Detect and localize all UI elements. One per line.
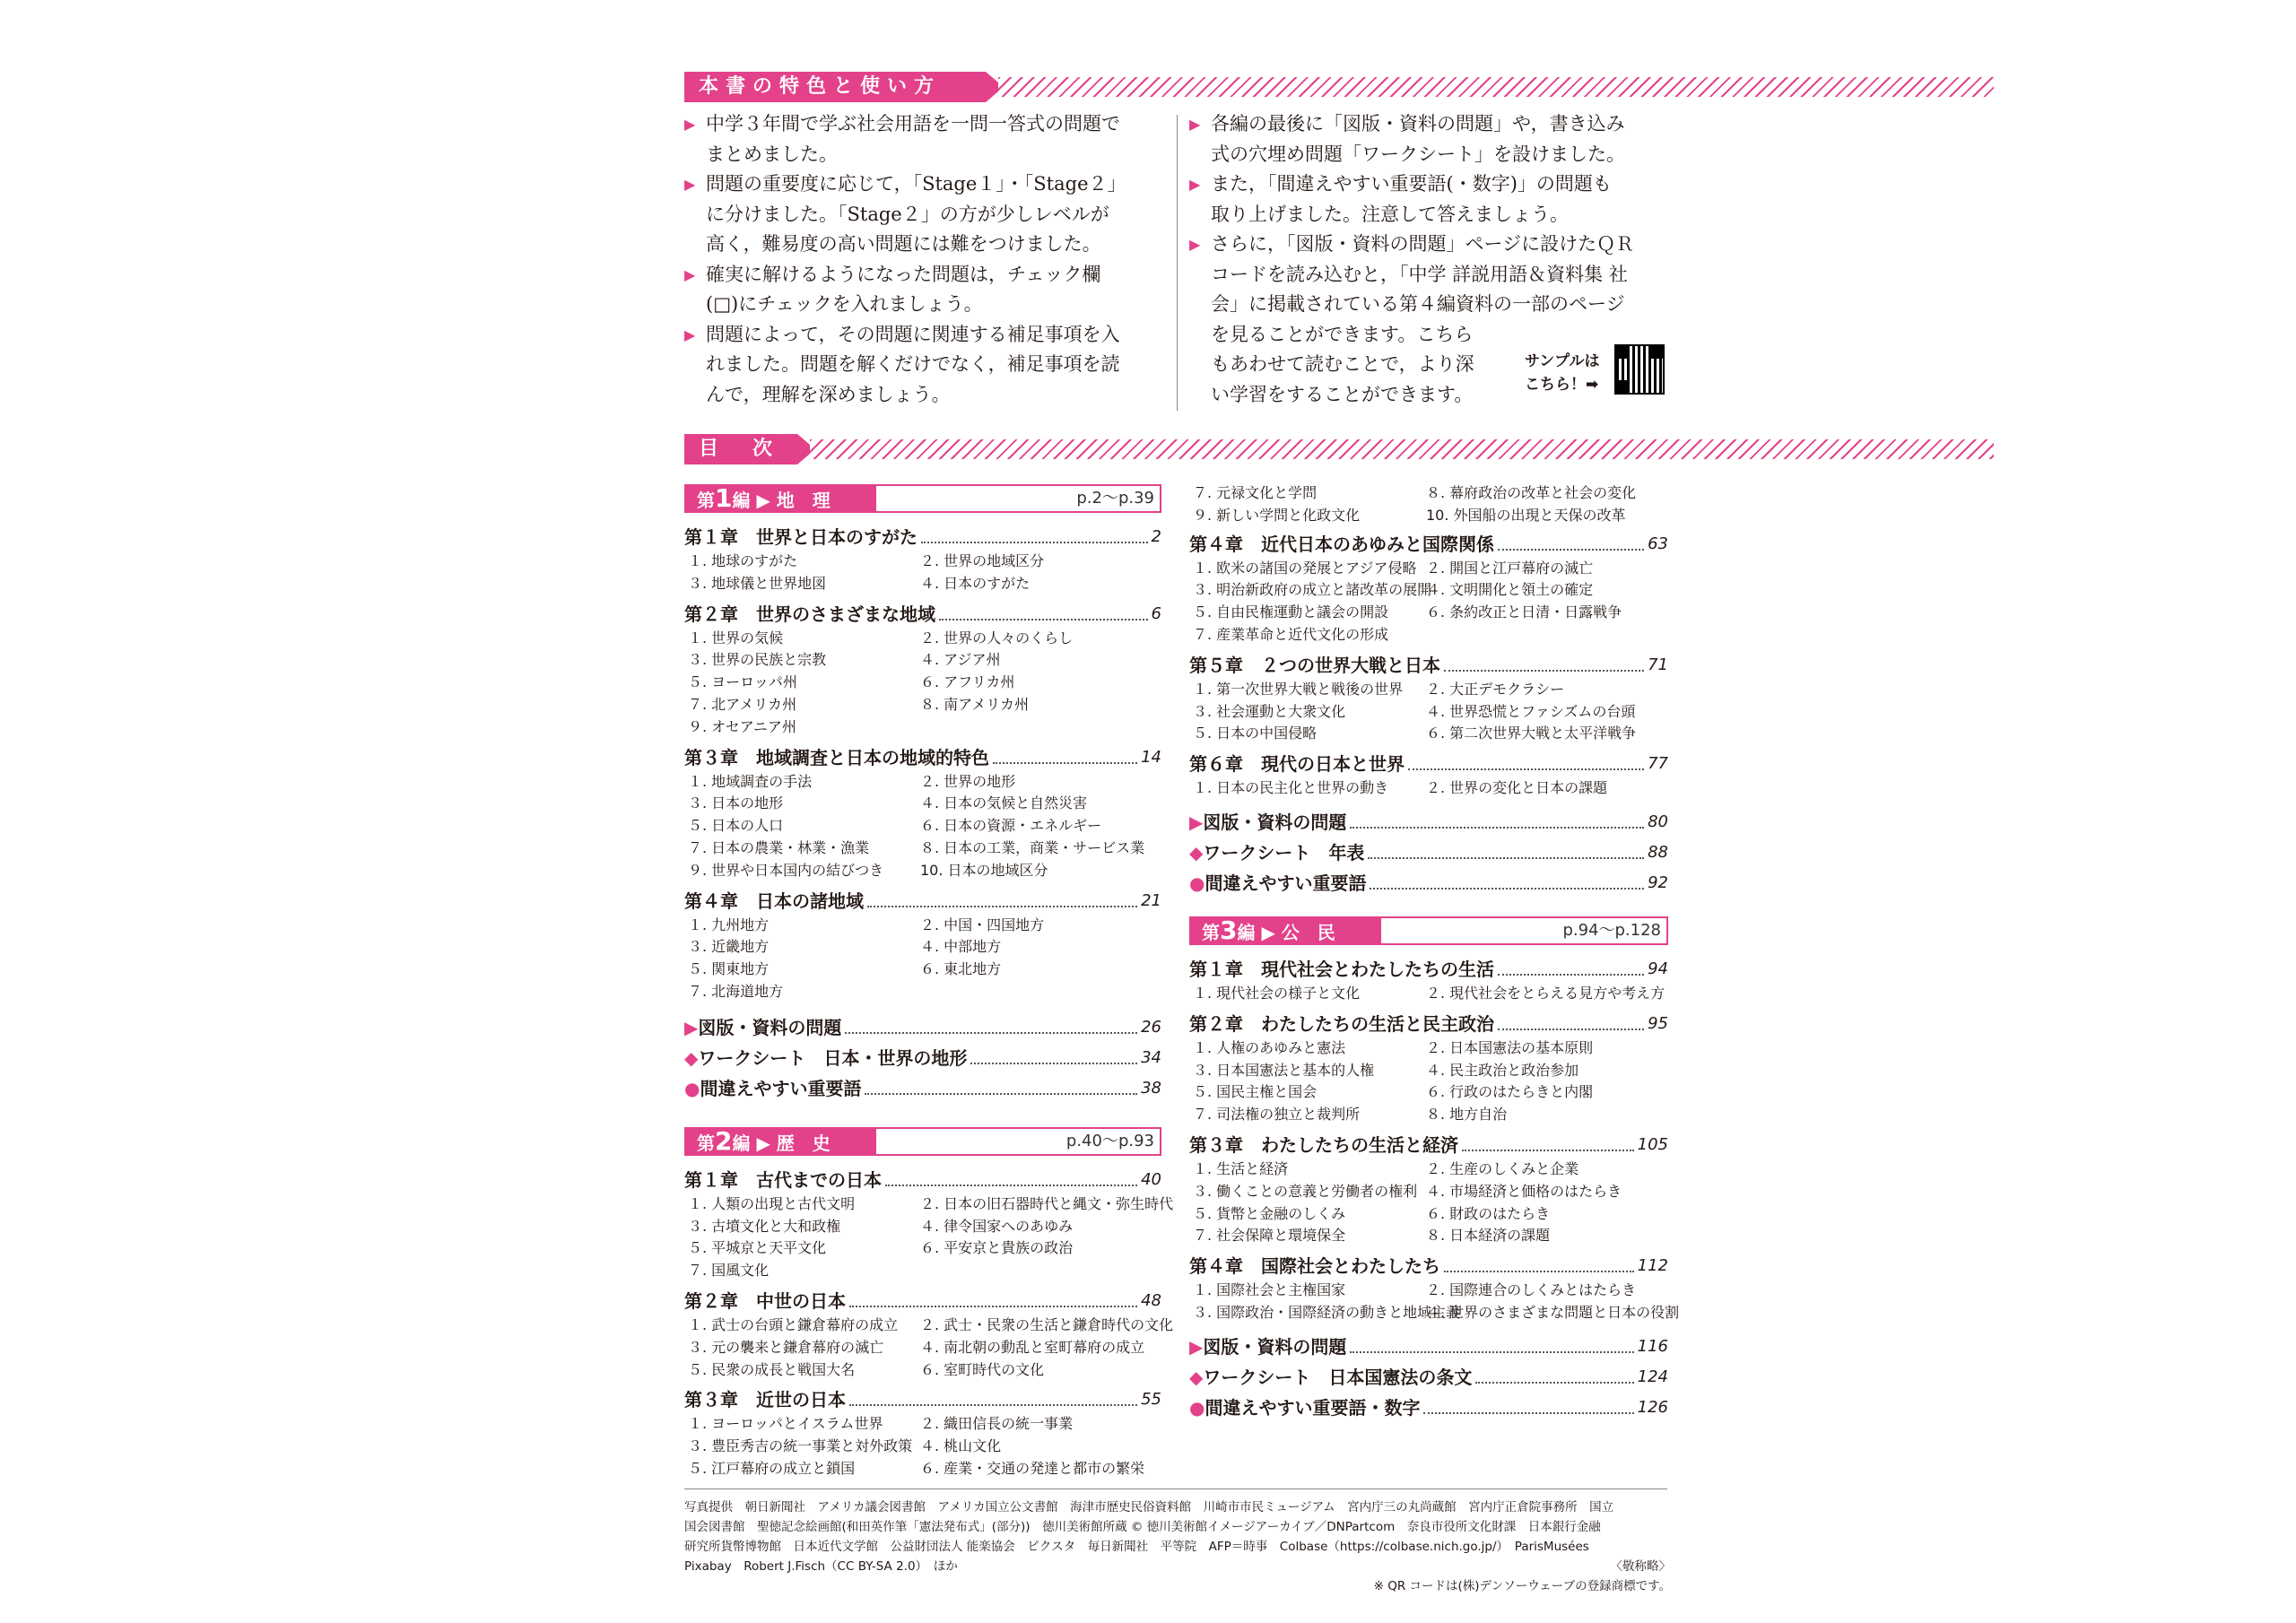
chapter-item[interactable]: ６. 東北地方 — [920, 960, 1002, 978]
leader-dots — [1462, 1150, 1634, 1151]
chapter-item[interactable]: ２. 世界の変化と日本の課題 — [1426, 779, 1608, 797]
special-section[interactable] — [1189, 841, 1668, 864]
feature-line — [684, 140, 1169, 170]
chapter-item[interactable]: ８. 南アメリカ州 — [920, 696, 1030, 713]
chapter-title: 第６章 現代の日本と世界 — [1189, 753, 1405, 776]
special-mark-icon: ◆ — [1189, 1366, 1204, 1388]
qr-trademark-note: ※ QR コードは(株)デンソーウェーブの登録商標です。 — [1373, 1579, 1671, 1593]
chapter-item[interactable]: ４. 桃山文化 — [920, 1437, 1002, 1455]
special-section[interactable] — [684, 1016, 1161, 1039]
leader-dots — [1444, 1271, 1634, 1272]
chapter-title: 第２章 中世の日本 — [684, 1290, 846, 1312]
leader-dots — [1498, 1028, 1644, 1030]
chapter-item[interactable]: ３. 国際政治・国際経済の動きと地域主義 — [1193, 1304, 1461, 1321]
features-header — [684, 72, 1671, 102]
chapter-item[interactable]: ８. 日本の工業，商業・サービス業 — [920, 839, 1145, 856]
chapter-title: 第１章 現代社会とわたしたちの生活 — [1189, 959, 1494, 980]
chapter-title: 第３章 地域調査と日本の地域的特色 — [684, 746, 989, 768]
chapter-heading[interactable] — [1189, 654, 1668, 677]
chapter-heading[interactable] — [684, 890, 1161, 913]
chapter-item[interactable]: ３. 近畿地方 — [688, 938, 770, 956]
feature-text: 会」に掲載されている第４編資料の一部のページ — [1211, 293, 1625, 315]
chapter-item[interactable]: ６. アフリカ州 — [920, 673, 1015, 691]
chapter-heading[interactable] — [1189, 1133, 1668, 1157]
chapter-item[interactable]: ５. 貨幣と金融のしくみ — [1193, 1204, 1346, 1222]
chapter-item[interactable]: ５. 日本の中国侵略 — [1193, 725, 1318, 742]
chapter-item[interactable]: ３. 地球儀と世界地図 — [688, 574, 827, 592]
chapter-item[interactable]: ４. 日本の気候と自然災害 — [920, 794, 1088, 812]
toc-header-tab: 目 次 — [684, 434, 797, 464]
chapter-item[interactable]: １. 現代社会の様子と文化 — [1193, 985, 1361, 1002]
feature-text: 確実に解けるようになった問題は，チェック欄 — [706, 263, 1101, 285]
chapter-item[interactable]: １. 武士の台頭と鎌倉幕府の成立 — [688, 1316, 899, 1333]
chapter-heading[interactable] — [684, 1289, 1161, 1313]
chapter-title: 第１章 世界と日本のすがた — [684, 526, 918, 548]
chapter-item[interactable]: １. ヨーロッパとイスラム世界 — [688, 1415, 883, 1433]
chapter-page: 95 — [1648, 1013, 1668, 1033]
chapter-item[interactable]: ４. アジア州 — [920, 651, 1001, 669]
special-page: 116 — [1637, 1336, 1668, 1356]
feature-text: 問題の重要度に応じて，「Stage１」・「Stage２」 — [706, 173, 1126, 195]
bullet-triangle-icon: ▶ — [684, 176, 696, 193]
features-column-divider — [1177, 115, 1178, 411]
feature-text: 各編の最後に「図版・資料の問題」や，書き込み — [1211, 113, 1625, 135]
feature-text: 式の穴埋め問題「ワークシート」を設けました。 — [1211, 143, 1625, 165]
chapter-item[interactable]: ７. 北海道地方 — [688, 983, 784, 1000]
features-right-column — [1189, 109, 1674, 410]
chapter-heading[interactable] — [684, 746, 1161, 769]
leader-dots — [867, 906, 1137, 907]
credits-divider — [684, 1488, 1667, 1489]
leader-dots — [1368, 857, 1644, 859]
chapter-item[interactable]: ９. 世界や日本国内の結びつき — [688, 861, 884, 879]
special-title: 図版・資料の問題 — [1203, 1335, 1347, 1358]
chapter-item[interactable]: １. 世界の気候 — [688, 629, 784, 647]
leader-dots — [1350, 1351, 1633, 1353]
special-mark-icon: ▶ — [1189, 1335, 1204, 1358]
chapter-heading[interactable] — [684, 525, 1161, 549]
feature-text: (□)にチェックを入れましょう。 — [706, 293, 983, 315]
leader-dots — [1408, 768, 1644, 770]
special-mark-icon: ● — [1189, 872, 1205, 894]
chapter-item[interactable]: ４. 世界のさまざまな問題と日本の役割 — [1426, 1304, 1680, 1321]
chapter-title: 第３章 わたしたちの生活と経済 — [1189, 1134, 1458, 1156]
feature-text: を見ることができます。こちら — [1211, 323, 1474, 345]
special-title: 間違えやすい重要語・数字 — [1205, 1396, 1421, 1419]
edition-number: 2 — [715, 1125, 733, 1156]
chapter-item[interactable]: ２. 武士・民衆の生活と鎌倉時代の文化 — [920, 1316, 1174, 1333]
leader-dots — [849, 1306, 1137, 1307]
feature-line — [684, 380, 1169, 411]
edition-label-pre: 第 — [697, 1132, 715, 1154]
feature-text: また，「間違えやすい重要語(・数字)」の問題も — [1211, 173, 1612, 195]
chapter-item[interactable]: ３. 日本国憲法と基本的人権 — [1193, 1061, 1375, 1079]
leader-dots — [1423, 1412, 1633, 1414]
credits-line: Pixabay Robert J.Fisch（CC BY-SA 2.0） ほか — [684, 1559, 958, 1574]
chapter-title: 第４章 日本の諸地域 — [684, 890, 864, 912]
chapter-page: 112 — [1637, 1256, 1668, 1276]
chapter-item[interactable]: １. 国際社会と主権国家 — [1193, 1281, 1346, 1299]
chapter-item[interactable]: ３. 明治新政府の成立と諸改革の展開 — [1193, 581, 1432, 599]
chapter-item[interactable]: ７. 日本の農業・林業・漁業 — [688, 839, 870, 856]
special-mark-icon: ◆ — [684, 1046, 699, 1069]
chapter-item[interactable]: ４. 民主政治と政治参加 — [1426, 1061, 1579, 1079]
chapter-item[interactable]: ７. 司法権の独立と裁判所 — [1193, 1106, 1361, 1124]
edition-label-post: 編 ▶ 歴 史 — [732, 1132, 831, 1154]
chapter-item[interactable]: ２. 中国・四国地方 — [920, 916, 1045, 933]
feature-line — [1189, 260, 1674, 291]
special-section[interactable] — [684, 1077, 1161, 1100]
chapter-page: 94 — [1648, 959, 1668, 978]
special-page: 88 — [1648, 843, 1668, 862]
special-section[interactable] — [1189, 811, 1668, 834]
chapter-item[interactable]: ２. 国際連合のしくみとはたらき — [1426, 1281, 1637, 1299]
edition-tab — [684, 484, 876, 513]
feature-text: 問題によって，その問題に関連する補足事項を入 — [706, 323, 1120, 345]
chapter-item[interactable]: ３. 日本の地形 — [688, 794, 784, 812]
special-page: 38 — [1141, 1078, 1161, 1098]
edition-tab — [684, 1127, 876, 1156]
feature-text: んで，理解を深めましょう。 — [706, 383, 951, 405]
chapter-item[interactable]: １. 地域調査の手法 — [688, 772, 813, 790]
special-title: ワークシート 年表 — [1203, 842, 1365, 864]
chapter-item[interactable]: ６. 平安京と貴族の政治 — [920, 1239, 1074, 1257]
chapter-item[interactable]: １. 九州地方 — [688, 916, 770, 933]
chapter-heading[interactable] — [1189, 533, 1668, 556]
leader-dots — [970, 1063, 1137, 1064]
chapter-page: 77 — [1648, 754, 1668, 774]
leader-dots — [939, 619, 1148, 621]
chapter-heading[interactable] — [684, 1388, 1161, 1411]
qr-code-icon[interactable] — [1614, 344, 1665, 395]
feature-line — [1189, 320, 1674, 351]
edition-bar-civ — [1189, 916, 1668, 945]
chapter-page: 63 — [1648, 534, 1668, 553]
chapter-page: 14 — [1141, 747, 1161, 767]
leader-dots — [1498, 974, 1644, 976]
features-header-stripe — [998, 77, 1994, 97]
chapter-item[interactable]: ４. 中部地方 — [920, 938, 1002, 956]
feature-line — [1189, 380, 1674, 411]
special-mark-icon: ▶ — [684, 1016, 699, 1038]
edition-label-pre: 第 — [1202, 922, 1220, 943]
edition-label-post: 編 ▶ 公 民 — [1237, 922, 1335, 943]
sample-label-line1: サンプルは — [1525, 352, 1600, 370]
chapter-title: 第３章 近世の日本 — [684, 1389, 846, 1411]
chapter-item[interactable]: ５. 平城京と天平文化 — [688, 1239, 827, 1257]
feature-line — [684, 230, 1169, 260]
credits-line: 国会図書館 聖徳記念絵画館(和田英作筆「憲法発布式」(部分)) 徳川美術館所蔵 © 徳川美術館イメージアーカイブ／DNPartcom 奈良市役所文化財課 日本銀行金融 — [684, 1520, 1601, 1534]
chapter-item[interactable]: ４. 文明開化と領土の確定 — [1426, 581, 1594, 599]
feature-text: い学習をすることができます。 — [1211, 383, 1474, 405]
edition-page-range: p.94〜p.128 — [1562, 921, 1661, 940]
chapter-page: 105 — [1637, 1135, 1668, 1154]
special-mark-icon: ● — [684, 1077, 700, 1099]
chapter-item[interactable]: ３. 社会運動と大衆文化 — [1193, 702, 1346, 720]
feature-text: 中学３年間で学ぶ社会用語を一問一答式の問題で — [706, 113, 1120, 135]
leader-dots — [849, 1404, 1137, 1406]
bullet-triangle-icon: ▶ — [1189, 176, 1201, 193]
special-mark-icon: ▶ — [1189, 812, 1204, 833]
chapter-item[interactable]: ４. 日本のすがた — [920, 574, 1031, 592]
edition-bar-geo — [684, 484, 1161, 513]
chapter-item[interactable]: ２. 日本国憲法の基本原則 — [1426, 1038, 1594, 1056]
chapter-title: 第２章 わたしたちの生活と民主政治 — [1189, 1012, 1494, 1035]
chapter-title: 第４章 国際社会とわたしたち — [1189, 1255, 1440, 1278]
leader-dots — [1498, 549, 1644, 551]
edition-label-pre: 第 — [697, 490, 715, 511]
feature-text: れました。問題を解くだけでなく，補足事項を読 — [706, 353, 1120, 375]
special-title: 図版・資料の問題 — [698, 1016, 842, 1038]
special-title: 図版・資料の問題 — [1203, 812, 1347, 833]
chapter-item[interactable]: １. 第一次世界大戦と戦後の世界 — [1193, 680, 1404, 698]
special-title: ワークシート 日本・世界の地形 — [698, 1046, 968, 1069]
special-section[interactable] — [684, 1046, 1161, 1070]
photo-credits — [684, 1497, 1671, 1596]
chapter-item[interactable]: ８. 日本経済の課題 — [1426, 1227, 1551, 1245]
leader-dots — [865, 1093, 1137, 1095]
leader-dots — [885, 1185, 1137, 1186]
feature-text: さらに，「図版・資料の問題」ページに設けたＱＲ — [1211, 233, 1635, 255]
chapter-item[interactable]: ２. 生産のしくみと企業 — [1426, 1160, 1579, 1177]
bullet-triangle-icon: ▶ — [1189, 116, 1201, 133]
feature-line — [684, 320, 1169, 351]
leader-dots — [845, 1032, 1137, 1034]
feature-line — [684, 169, 1169, 200]
feature-line — [684, 290, 1169, 320]
chapter-page: 6 — [1151, 603, 1161, 623]
chapter-item[interactable]: ６. 産業・交通の発達と都市の繁栄 — [920, 1460, 1145, 1477]
chapter-title: 第２章 世界のさまざまな地域 — [684, 603, 935, 625]
chapter-heading[interactable] — [1189, 752, 1668, 776]
chapter-item[interactable]: 10. 外国船の出現と天保の改革 — [1426, 506, 1626, 524]
special-mark-icon: ◆ — [1189, 842, 1204, 864]
chapter-item[interactable]: ７. 社会保障と環境保全 — [1193, 1227, 1346, 1245]
feature-text: もあわせて読むことで，より深 — [1211, 353, 1474, 375]
chapter-item[interactable]: ５. 自由民権運動と議会の開設 — [1193, 603, 1389, 621]
sample-label-line2: こちら！➡ — [1525, 376, 1599, 394]
special-section[interactable] — [1189, 1335, 1668, 1358]
chapter-item[interactable]: １. 日本の民主化と世界の動き — [1193, 779, 1389, 797]
feature-text: まとめました。 — [706, 143, 838, 165]
feature-line — [684, 260, 1169, 291]
chapter-item[interactable]: ３. 豊臣秀吉の統一事業と対外政策 — [688, 1437, 913, 1455]
chapter-item[interactable]: ７. 産業革命と近代文化の形成 — [1193, 626, 1389, 643]
special-mark-icon: ● — [1189, 1396, 1205, 1419]
chapter-title: 第４章 近代日本のあゆみと国際関係 — [1189, 533, 1494, 555]
sample-label — [1525, 350, 1599, 396]
chapter-page: 71 — [1648, 655, 1668, 674]
edition-label-post: 編 ▶ 地 理 — [732, 490, 831, 511]
bullet-triangle-icon: ▶ — [684, 265, 696, 283]
chapter-item[interactable]: １. 欧米の諸国の発展とアジア侵略 — [1193, 559, 1417, 577]
chapter-item[interactable]: ４. 世界恐慌とファシズムの台頭 — [1426, 702, 1636, 720]
feature-line — [1189, 350, 1674, 380]
chapter-item[interactable]: ７. 国風文化 — [688, 1262, 770, 1280]
chapter-item[interactable]: ２. 大正デモクラシー — [1426, 680, 1565, 698]
feature-line — [684, 200, 1169, 230]
chapter-item[interactable]: ５. 江戸幕府の成立と鎖国 — [688, 1460, 856, 1477]
chapter-item[interactable]: １. 生活と経済 — [1193, 1160, 1289, 1177]
special-page: 126 — [1637, 1397, 1668, 1417]
chapter-page: 48 — [1141, 1291, 1161, 1310]
feature-line — [684, 109, 1169, 140]
edition-bar-his — [684, 1127, 1161, 1156]
chapter-item[interactable]: ６. 財政のはたらき — [1426, 1204, 1551, 1222]
chapter-item[interactable]: ２. 織田信長の統一事業 — [920, 1415, 1074, 1433]
chapter-item[interactable]: ２. 世界の地域区分 — [920, 552, 1045, 569]
feature-text: に分けました。「Stage２」の方が少しレベルが — [706, 203, 1109, 225]
special-title: 間違えやすい重要語 — [700, 1077, 862, 1099]
bullet-triangle-icon: ▶ — [1189, 236, 1201, 253]
chapter-heading[interactable] — [1189, 958, 1668, 981]
leader-dots — [1475, 1382, 1633, 1384]
feature-line — [1189, 169, 1674, 200]
chapter-item[interactable]: ６. 第二次世界大戦と太平洋戦争 — [1426, 725, 1637, 742]
special-title: ワークシート 日本国憲法の条文 — [1203, 1366, 1473, 1388]
chapter-item[interactable]: ４. 南北朝の動乱と室町幕府の成立 — [920, 1338, 1145, 1356]
feature-text: 取り上げました。注意して答えましょう。 — [1211, 203, 1569, 225]
special-title: 間違えやすい重要語 — [1205, 872, 1367, 894]
chapter-item[interactable]: ８. 地方自治 — [1426, 1106, 1508, 1124]
chapter-page: 40 — [1141, 1169, 1161, 1189]
credits-honorifics: 〈敬称略〉 — [1610, 1559, 1671, 1574]
chapter-heading[interactable] — [684, 1168, 1161, 1192]
chapter-item[interactable]: ６. 日本の資源・エネルギー — [920, 817, 1102, 835]
bullet-triangle-icon: ▶ — [684, 325, 696, 343]
special-section[interactable] — [1189, 1396, 1668, 1419]
chapter-item[interactable]: ２. 日本の旧石器時代と縄文・弥生時代 — [920, 1194, 1174, 1212]
chapter-item[interactable]: ７. 元禄文化と学問 — [1193, 484, 1318, 501]
feature-line — [1189, 200, 1674, 230]
chapter-page: 2 — [1151, 527, 1161, 546]
chapter-item[interactable]: ５. 関東地方 — [688, 960, 770, 978]
special-page: 124 — [1637, 1367, 1668, 1386]
chapter-item[interactable]: ５. ヨーロッパ州 — [688, 673, 797, 691]
chapter-title: 第５章 ２つの世界大戦と日本 — [1189, 654, 1440, 676]
chapter-item[interactable]: １. 人権のあゆみと憲法 — [1193, 1038, 1346, 1056]
chapter-item[interactable]: ６. 行政のはたらきと内閣 — [1426, 1083, 1594, 1101]
chapter-item[interactable]: ４. 律令国家へのあゆみ — [920, 1217, 1074, 1235]
chapter-item[interactable]: ８. 幕府政治の改革と社会の変化 — [1426, 484, 1637, 501]
edition-page-range: p.40〜p.93 — [1065, 1131, 1154, 1150]
leader-dots — [1350, 827, 1644, 829]
special-section[interactable] — [1189, 1366, 1668, 1389]
special-page: 80 — [1648, 812, 1668, 831]
credits-line: 研究所貨幣博物館 日本近代文学館 公益財団法人 能楽協会 ピクスタ 毎日新聞社 平等院 AFP＝時事 Colbase（https://colbase.nich.go.jp/） ParisMusées — [684, 1540, 1589, 1554]
chapter-title: 第１章 古代までの日本 — [684, 1168, 882, 1191]
chapter-item[interactable]: １. 人類の出現と古代文明 — [688, 1194, 856, 1212]
leader-dots — [993, 762, 1137, 764]
chapter-item[interactable]: ３. 世界の民族と宗教 — [688, 651, 827, 669]
special-page: 34 — [1141, 1047, 1161, 1067]
leader-dots — [1444, 670, 1644, 672]
special-page: 26 — [1141, 1017, 1161, 1037]
chapter-item[interactable]: ５. 日本の人口 — [688, 817, 784, 835]
bullet-triangle-icon: ▶ — [684, 116, 696, 133]
chapter-item[interactable]: ２. 世界の人々のくらし — [920, 629, 1074, 647]
feature-line — [1189, 290, 1674, 320]
chapter-item[interactable]: ３. 古墳文化と大和政権 — [688, 1217, 841, 1235]
features-header-tab: 本書の特色と使い方 — [684, 72, 986, 102]
feature-text: 高く，難易度の高い問題には難をつけました。 — [706, 233, 1101, 255]
chapter-item[interactable]: ６. 室町時代の文化 — [920, 1360, 1045, 1378]
chapter-item[interactable]: ７. 北アメリカ州 — [688, 696, 797, 713]
chapter-item[interactable]: ４. 市場経済と価格のはたらき — [1426, 1182, 1622, 1200]
chapter-page: 55 — [1141, 1390, 1161, 1410]
chapter-item[interactable]: １. 地球のすがた — [688, 552, 798, 569]
toc-header-stripe — [810, 439, 1994, 459]
chapter-item[interactable]: ９. 新しい学問と化政文化 — [1193, 506, 1361, 524]
feature-text: コードを読み込むと，「中学 詳説用語＆資料集 社 — [1211, 263, 1628, 285]
edition-tab — [1189, 916, 1381, 945]
feature-line — [1189, 230, 1674, 260]
chapter-heading[interactable] — [684, 603, 1161, 626]
chapter-item[interactable]: ５. 国民主権と国会 — [1193, 1083, 1318, 1101]
chapter-item[interactable]: ２. 世界の地形 — [920, 772, 1016, 790]
chapter-item[interactable]: ２. 開国と江戸幕府の滅亡 — [1426, 559, 1594, 577]
chapter-heading[interactable] — [1189, 1012, 1668, 1036]
credits-line: 写真提供 朝日新聞社 アメリカ議会図書館 アメリカ国立公文書館 海津市歴史民俗資料館 川崎市市民ミュージアム 宮内庁三の丸尚蔵館 宮内庁正倉院事務所 国立 — [684, 1500, 1614, 1515]
chapter-item[interactable]: ５. 民衆の成長と戦国大名 — [688, 1360, 856, 1378]
special-section[interactable] — [1189, 872, 1668, 895]
toc-header — [684, 434, 1671, 464]
features-left-column — [684, 109, 1169, 410]
chapter-item[interactable]: ９. オセアニア州 — [688, 717, 796, 735]
leader-dots — [921, 542, 1148, 543]
edition-number: 3 — [1220, 916, 1238, 945]
chapter-heading[interactable] — [1189, 1254, 1668, 1278]
chapter-item[interactable]: ２. 現代社会をとらえる見方や考え方 — [1426, 985, 1665, 1002]
feature-line — [684, 350, 1169, 380]
chapter-item[interactable]: ３. 働くことの意義と労働者の権利 — [1193, 1182, 1418, 1200]
edition-number: 1 — [715, 483, 733, 513]
leader-dots — [1370, 888, 1644, 890]
feature-line — [1189, 140, 1674, 170]
chapter-item[interactable]: ６. 条約改正と日清・日露戦争 — [1426, 603, 1622, 621]
chapter-item[interactable]: ３. 元の襲来と鎌倉幕府の滅亡 — [688, 1338, 884, 1356]
edition-page-range: p.2〜p.39 — [1076, 489, 1154, 508]
chapter-page: 21 — [1141, 890, 1161, 910]
feature-line — [1189, 109, 1674, 140]
chapter-item[interactable]: 10. 日本の地域区分 — [920, 861, 1048, 879]
special-page: 92 — [1648, 873, 1668, 892]
